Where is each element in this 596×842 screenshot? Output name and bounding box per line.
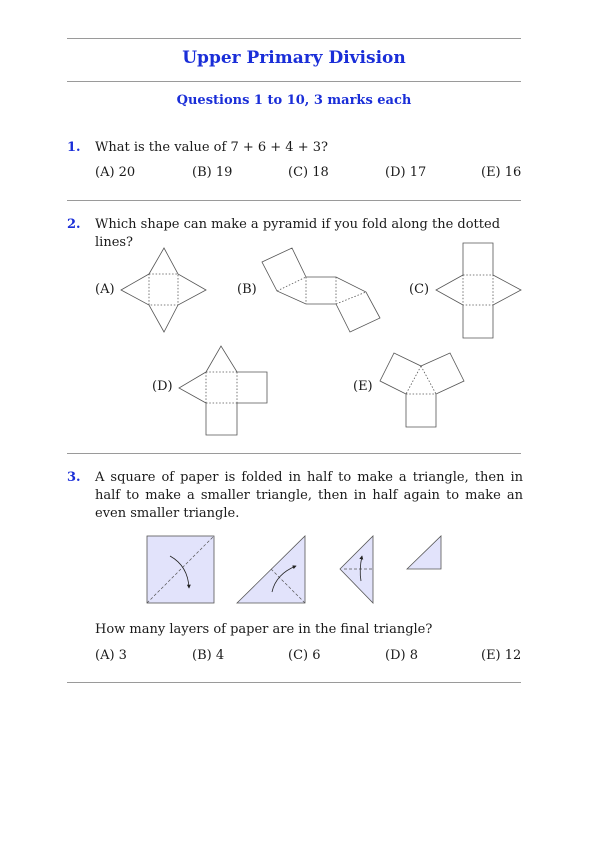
fold-step-2-triangle xyxy=(237,536,305,603)
q1-option-a[interactable]: (A) 20 xyxy=(95,165,136,180)
q3-option-a[interactable]: (A) 3 xyxy=(95,648,127,663)
question-3-text: A square of paper is folded in half to make a triangle, then in half to make a smaller triangle, then in half again to make an even smaller triangle. xyxy=(95,470,523,521)
fold-step-1-square xyxy=(147,536,214,603)
q3-option-b[interactable]: (B) 4 xyxy=(192,648,225,663)
q1-option-d[interactable]: (D) 17 xyxy=(385,165,427,180)
fold-step-3-triangle xyxy=(340,536,373,603)
page-title: Upper Primary Division xyxy=(182,48,406,68)
question-2-number: 2. xyxy=(67,217,81,232)
q1-option-b[interactable]: (B) 19 xyxy=(192,165,233,180)
question-2-text: Which shape can make a pyramid if you fold along the dotted lines? xyxy=(95,217,501,250)
net-d-label: (D) xyxy=(152,379,173,394)
section-subtitle: Questions 1 to 10, 3 marks each xyxy=(176,93,412,108)
q1-option-e[interactable]: (E) 16 xyxy=(481,165,522,180)
net-a-label: (A) xyxy=(95,282,115,297)
question-1-number: 1. xyxy=(67,140,81,155)
fold-step-4-triangle xyxy=(407,536,441,569)
net-c-label: (C) xyxy=(409,282,430,297)
q1-option-c[interactable]: (C) 18 xyxy=(288,165,329,180)
net-b-label: (B) xyxy=(237,282,257,297)
net-e-label: (E) xyxy=(353,379,373,394)
q3-option-c[interactable]: (C) 6 xyxy=(288,648,321,663)
question-1-text: What is the value of 7 + 6 + 4 + 3? xyxy=(95,140,328,155)
bottom-rule xyxy=(67,682,521,683)
q3-option-e[interactable]: (E) 12 xyxy=(481,648,522,663)
q3-option-d[interactable]: (D) 8 xyxy=(385,648,418,663)
question-3-prompt: How many layers of paper are in the final triangle? xyxy=(95,622,433,637)
question-3-number: 3. xyxy=(67,470,81,485)
